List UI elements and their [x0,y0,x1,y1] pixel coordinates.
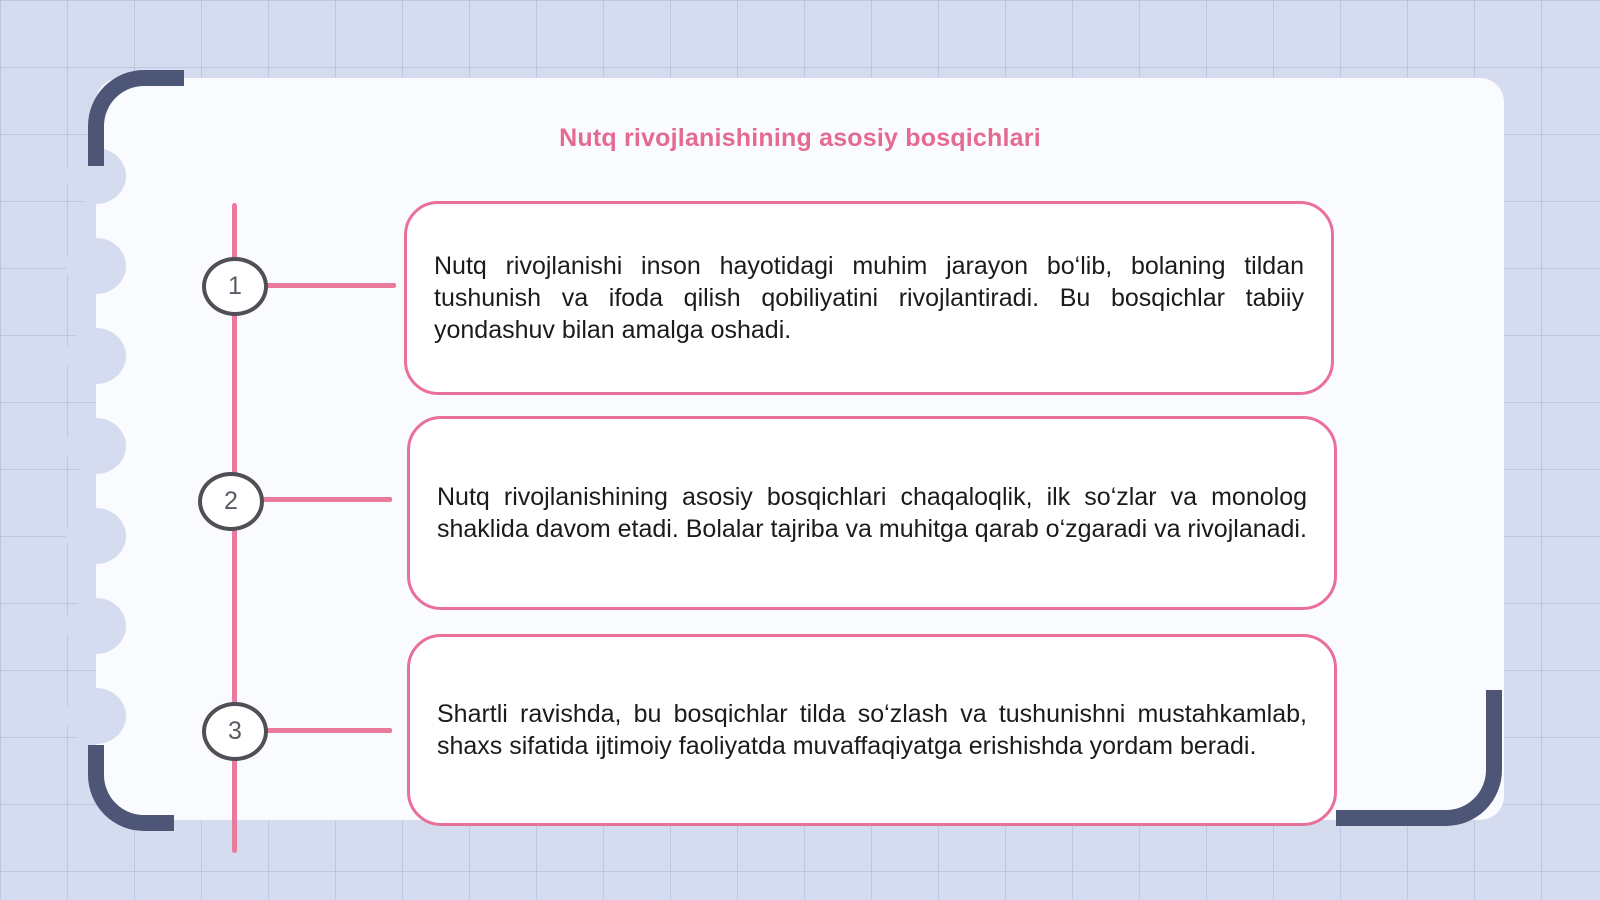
step-description: Nutq rivojlanishining asosiy bosqichlari chaqaloqlik, ilk so‘zlar va monolog shaklida davom etadi. Bolalar tajriba va muhitga qarab o‘zgaradi va rivojlanadi. [437,483,1307,543]
card-scallop [66,328,126,384]
card-scallop [66,238,126,294]
step-number-badge: 1 [202,257,268,316]
slide-title: Nutq rivojlanishining asosiy bosqichlari [559,124,1041,152]
step-number-badge: 2 [198,472,264,531]
step-number-badge: 3 [202,702,268,761]
step-description: Shartli ravishda, bu bosqichlar tilda so‘zlash va tushunishni mustahkamlab, shaxs sifatida ijtimoiy faoliyatda muvaffaqiyatga erishishda yordam beradi. [437,700,1307,760]
step-connector [262,497,392,502]
corner-bracket-bottom-left [88,745,174,831]
step-connector [266,728,392,733]
step-description: Nutq rivojlanishi inson hayotidagi muhim jarayon bo‘lib, bolaning tildan tushunish va ifoda qilish qobiliyatini rivojlantiradi. Bu bosqichlar tabiiy yondashuv bilan amalga oshadi. [434,252,1304,344]
step-card [407,416,1337,610]
card-scallop [66,508,126,564]
step-card [407,634,1337,826]
corner-bracket-bottom-right [1336,690,1502,826]
card-scallop [66,688,126,744]
card-scallop [66,598,126,654]
step-card [404,201,1334,395]
card-scallop [66,418,126,474]
step-connector [266,283,396,288]
